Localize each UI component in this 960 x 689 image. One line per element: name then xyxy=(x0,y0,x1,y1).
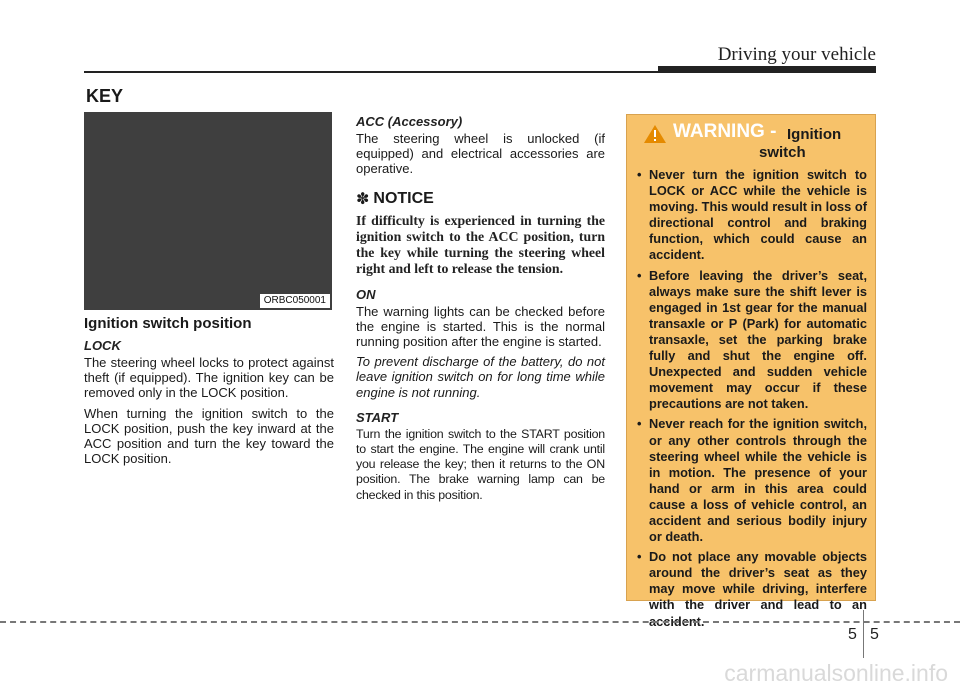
page-number-chapter: 5 xyxy=(848,626,857,643)
on-description: The warning lights can be checked before the engine is started. This is the normal running position after the engine is started. xyxy=(356,303,605,350)
warning-header xyxy=(627,115,875,167)
chapter-title: Driving your vehicle xyxy=(717,44,876,65)
on-caution: To prevent discharge of the battery, do not leave ignition switch on for long time while engine is not running. xyxy=(356,354,605,400)
acc-label: ACC (Accessory) xyxy=(356,114,463,129)
warning-title-line1: Ignition xyxy=(787,126,842,143)
ignition-switch-heading: Ignition switch position xyxy=(84,315,252,332)
header-rule-accent xyxy=(658,66,876,72)
page-number-divider xyxy=(863,610,864,658)
start-label: START xyxy=(356,409,399,425)
warning-item: • Never reach for the ignition switch, or any other controls through the steering wheel while the vehicle is in motion. The presence of your hand or arm in this area could cause a loss of vehicle control, an accident and serious bodily injury or death. xyxy=(635,416,867,545)
watermark: carmanualsonline.info xyxy=(724,660,948,686)
middle-column xyxy=(356,110,605,503)
lock-label: LOCK xyxy=(84,338,121,353)
ignition-switch-photo xyxy=(84,112,332,310)
warning-word: WARNING - xyxy=(673,121,777,142)
on-label: ON xyxy=(356,286,376,302)
section-title: KEY xyxy=(86,86,124,106)
warning-item: • Never turn the ignition switch to LOCK or ACC while the vehicle is moving. This would result in loss of directional control and braking function, which could cause an accident. xyxy=(635,167,867,264)
lock-description: The steering wheel locks to protect against theft (if equipped). The ignition key can be removed only in the LOCK position. xyxy=(84,355,334,401)
footer-rule xyxy=(0,621,960,623)
start-description: Turn the ignition switch to the START position to start the engine. The engine will crank until you release the key; then it returns to the ON position. The brake warning lamp can be checked in this position. xyxy=(356,426,605,502)
warning-box xyxy=(626,114,876,629)
notice-heading xyxy=(356,189,605,209)
photo-caption: ORBC050001 xyxy=(260,294,330,308)
acc-description: The steering wheel is unlocked (if equipped) and electrical accessories are operative. xyxy=(356,131,605,177)
notice-title: NOTICE xyxy=(373,189,434,207)
warning-item: • Do not place any movable objects around the driver’s seat as they may move while driving, interfere with the driver and lead to an accident. xyxy=(635,549,867,629)
notice-star-icon: ✽ xyxy=(356,190,370,208)
warning-list xyxy=(627,167,875,630)
warning-item: • Before leaving the driver’s seat, always make sure the shift lever is engaged in 1st gear for the manual transaxle or P (Park) for automatic transaxle, set the parking brake fully and shut the engine off. Unexpected and sudden vehicle movement may occur if these precautions are not taken. xyxy=(635,268,867,413)
warning-triangle-icon xyxy=(643,124,667,144)
lock-instruction: When turning the ignition switch to the LOCK position, push the key inward at the ACC position and turn the key toward the LOCK position. xyxy=(84,405,334,467)
page-number: 5 xyxy=(870,626,879,643)
warning-title-line2: switch xyxy=(759,144,806,161)
notice-text: If difficulty is experienced in turning the ignition switch to the ACC position, turn the key while turning the steering wheel right and left to release the tension. xyxy=(356,212,605,276)
left-column xyxy=(84,315,334,471)
